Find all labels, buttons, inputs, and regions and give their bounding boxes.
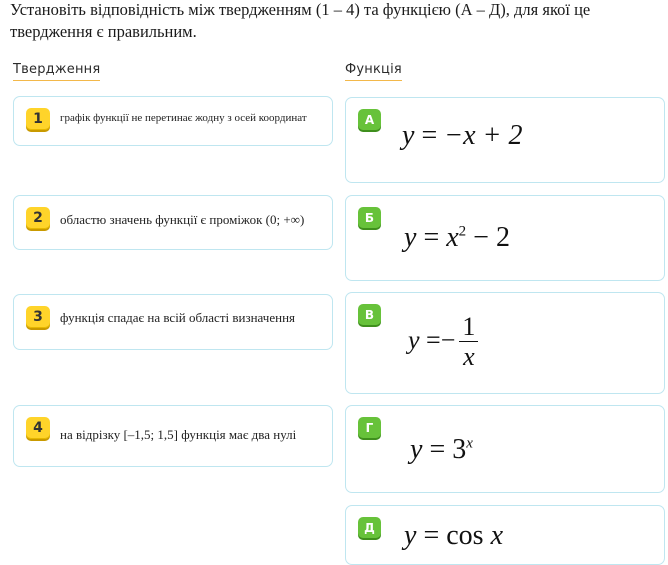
statement-text-4: на відрізку [–1,5; 1,5] функція має два нулі [60,427,297,442]
statements-header: Твердження [13,62,100,81]
statement-text-3: функція спадає на всій області визначення [60,310,296,325]
formula-d: y = cos x [404,520,503,551]
statement-badge-2: 2 [26,207,50,229]
functions-header: Функція [345,62,402,81]
function-card-d[interactable] [345,505,665,565]
statement-text-2: областю значень функції є проміжок (0; +∞) [60,212,305,227]
formula-a: y = −x + 2 [402,120,523,151]
statement-card-3[interactable] [13,294,333,350]
function-badge-a: А [358,109,381,130]
question-line-1: Установіть відповідність між твердженням (1 – 4) та функцією (А – Д), для якої це [10,0,591,19]
statement-text-1: графік функції не перетинає жодну з осей координат [60,112,307,124]
formula-b: $y = x^2 - 2$ [404,222,510,253]
formula-c: y =− $\frac{1}{x}$ [408,313,478,372]
function-badge-b: Б [358,207,381,228]
formula-g: y = 3$^x$ [410,434,473,465]
function-card-b[interactable] [345,195,665,281]
statement-badge-4: 4 [26,417,50,439]
statement-badge-1: 1 [26,108,50,130]
function-badge-g: Г [358,417,381,438]
function-card-a[interactable] [345,97,665,183]
function-badge-d: Д [358,517,381,538]
statement-badge-3: 3 [26,306,50,328]
question-line-2: твердження є правильним. [10,22,197,41]
statement-card-4[interactable] [13,405,333,467]
function-card-g[interactable] [345,405,665,493]
function-badge-c: В [358,304,381,325]
question-text [10,0,668,43]
statement-card-1[interactable] [13,96,333,146]
function-card-c[interactable] [345,292,665,394]
statement-card-2[interactable] [13,195,333,250]
